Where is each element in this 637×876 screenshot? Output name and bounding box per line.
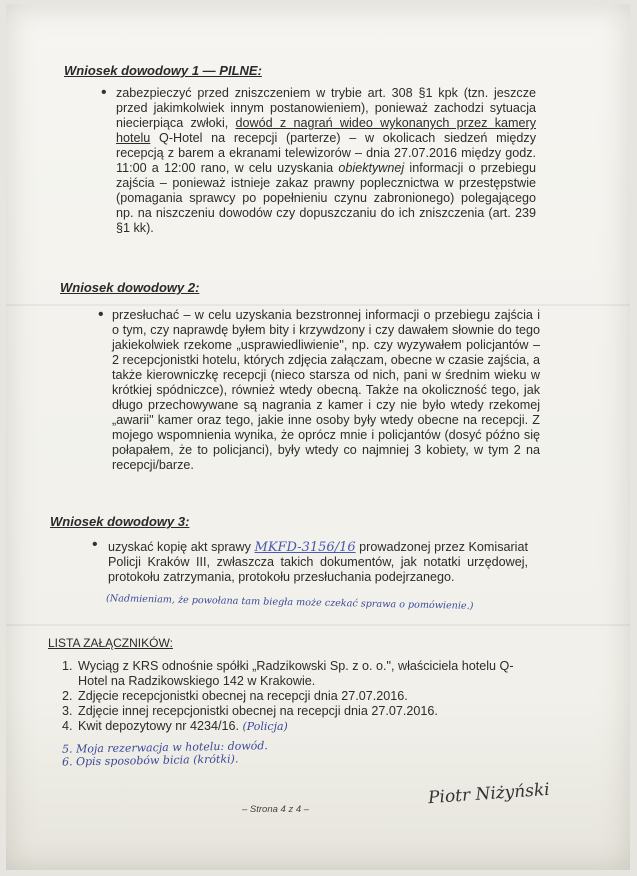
section3-heading: Wniosek dowodowy 3:	[50, 514, 190, 529]
list-item	[62, 659, 522, 689]
section1-underlined-text: dowód z nagrań wideo wykonanych przez kamery hotelu	[116, 116, 536, 145]
list-item-text: Moja rezerwacja w hotelu: dowód.	[75, 739, 268, 756]
list-item-number: 5.	[61, 742, 73, 756]
list-item-text: Wyciąg z KRS odnośnie spółki „Radzikowski Sp. z o. o.", właściciela hotelu Q-Hotel na Radzikowskiego 142 w Krakowie.	[78, 659, 514, 688]
section2-paragraph: przesłuchać – w celu uzyskania bezstronnej informacji o przebiegu zajścia i o tym, czy naprawdę byłem bity i krzywdzony i czy dawałem słownie do tego jakiekolwiek rzekome „usprawiedliwienie", np. czy wyzywałem policjantów – 2 recepcjonistki hotelu, których zdjęcia załączam, obecne w czasie zajścia, a także kierowniczkę recepcji (nieco starsza od nich, pani w średnim wieku w krótkiej spódniczce), również wtedy obecną. Także na okoliczność tego, jak długo przechowywane są nagrania z kamer i czy nie było wtedy rzekomej „awarii" kamer oraz tego, jakie inne osoby były wtedy obecne na recepcji. Z mojego wspomnienia wynika, że oprócz mnie i policjantów (dosyć późno się połapałem, że to policjanci), były wtedy co najmniej 3 kobiety, w tym 2 na recepcji/barze.	[112, 308, 540, 472]
handwritten-annotation: (Policja)	[242, 720, 288, 733]
section1-heading: Wniosek dowodowy 1 — PILNE:	[64, 63, 262, 78]
list-item-text: Opis sposobów bicia (krótki).	[75, 752, 239, 769]
list-item-number: 6.	[61, 755, 73, 769]
section1-paragraph	[116, 86, 536, 236]
list-item-number: 4.	[62, 719, 73, 733]
list-item	[62, 719, 522, 734]
bullet-icon: •	[101, 84, 107, 101]
section3-paragraph	[108, 540, 528, 585]
section3-text-b: prowadzonej przez Komisariat Policji Kraków III, zwłaszcza takich dokumentów, jak notatki urzędowej, protokołu zatrzymania, protokołu przesłuchania podejrzanego.	[108, 540, 528, 584]
section1-italic-text: obiektywnej	[338, 161, 405, 175]
handwritten-list-item	[62, 752, 239, 768]
section1-text-b: Q-Hotel na recepcji (parterze) – w okolicach siedzeń między recepcją z barem a ekranami telewizorów – dnia 27.07.2016 między godz. 11:00 a 12:00 rano, w celu uzyskania	[116, 131, 536, 175]
signature: Piotr Niżyński	[427, 779, 551, 809]
attachments-list	[62, 659, 522, 734]
section2-heading: Wniosek dowodowy 2:	[60, 280, 200, 295]
list-item-number: 2.	[62, 689, 73, 703]
list-item-text: Zdjęcie recepcjonistki obecnej na recepcji dnia 27.07.2016.	[78, 689, 408, 703]
list-item	[62, 704, 522, 719]
list-item-number: 1.	[62, 659, 73, 673]
bullet-icon: •	[98, 306, 104, 323]
section1-text-c: informacji o przebiegu zajścia – ponieważ istnieje zakaz prawny poplecznictwa w przestępstwie (pomagania sprawcy po popełnieniu czynu zabronionego) polegającego np. na niszczeniu dowodów czy dopuszczaniu do ich zniszczenia (art. 239 §1 kk).	[116, 161, 536, 235]
section3-text-a: uzyskać kopię akt sprawy	[108, 540, 255, 554]
list-item-text: Zdjęcie innej recepcjonistki obecnej na recepcji dnia 27.07.2016.	[78, 704, 438, 718]
attachments-heading: LISTA ZAŁĄCZNIKÓW:	[48, 636, 173, 650]
page-number: – Strona 4 z 4 –	[242, 804, 310, 815]
section1-text-a: zabezpieczyć przed zniszczeniem w trybie art. 308 §1 kpk (tzn. jeszcze przed jakimkolwiek innym postanowieniem), ponieważ zachodzi sytuacja niecierpiąca zwłoki,	[116, 86, 536, 130]
list-item-text: Kwit depozytowy nr 4234/16.	[78, 719, 240, 733]
case-number-handwritten: MKFD-3156/16	[254, 540, 356, 555]
list-item	[62, 689, 522, 704]
handwritten-note: (Nadmieniam, że powołana tam biegła może czekać sprawa o pomówienie.)	[105, 593, 474, 612]
document-page	[6, 4, 630, 870]
bullet-icon: •	[92, 536, 98, 553]
list-item-number: 3.	[62, 704, 73, 718]
paper-crease	[6, 624, 630, 626]
